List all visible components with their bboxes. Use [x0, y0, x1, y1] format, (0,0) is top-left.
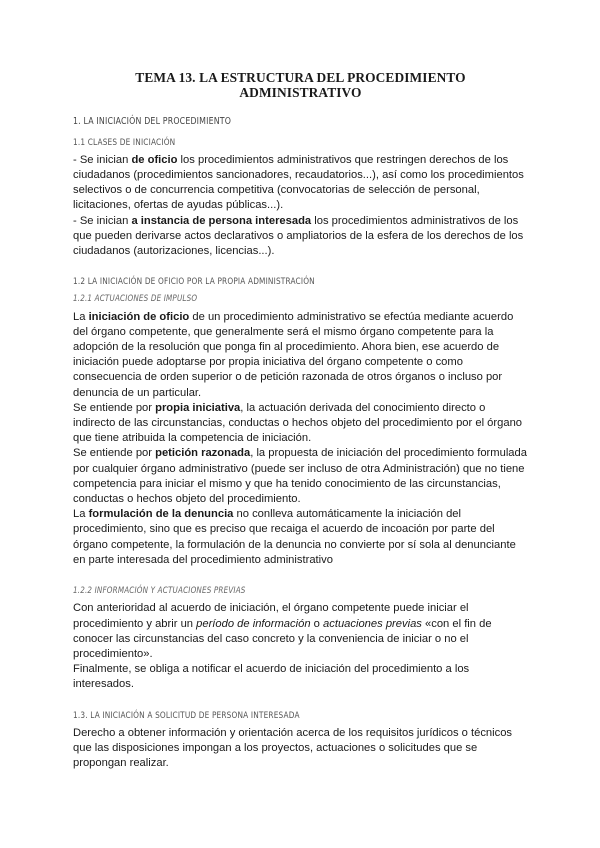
subsection-heading-1-2-1: 1.2.1 ACTUACIONES DE IMPULSO [73, 294, 198, 305]
paragraph-oficio: - Se inician de oficio los procedimientos administrativos que restringen derechos de los ciudadanos (procedimientos sancionadores, recaudatorios...), así como los procedimientos selectivos o de concurrencia competitiva (convocatorias de selección de personal, licitaciones, ofertas de ayudas públicas...). [73, 153, 524, 212]
paragraph-iniciacion-oficio: La iniciación de oficio de un procedimiento administrativo se efectúa mediante acuerdo del órgano competente, que generalmente será el mismo órgano competente para la adopción de la resolución que ponga fin al procedimiento. Ahora bien, ese acuerdo de iniciación puede adoptarse por propia iniciativa del órgano competente o como consecuencia de orden superior o de petición razonada de otros órganos o incluso por denuncia de un particular. [73, 310, 514, 399]
paragraph-denuncia: La formulación de la denuncia no conlleva automáticamente la iniciación del procedimiento, sino que es preciso que recaiga el acuerdo de incoación por parte del órgano competente, la formulación de la denuncia no convierte por sí sola al denunciante en parte interesada del procedimiento administrativo [73, 508, 516, 566]
paragraph-solicitud: Derecho a obtener información y orientación acerca de los requisitos jurídicos o técnicos que las disposiciones impongan a los proyectos, actuaciones o solicitudes que se propongan realizar. [73, 726, 513, 770]
subsection-heading-1-2: 1.2 LA INICIACIÓN DE OFICIO POR LA PROPIA ADMINISTRACIÓN [73, 277, 315, 288]
subsection-heading-1-3: 1.3. LA INICIACIÓN A SOLICITUD DE PERSONA INTERESADA [73, 710, 300, 721]
document-title: TEMA 13. LA ESTRUCTURA DEL PROCEDIMIENTO ADMINISTRATIVO [135, 70, 466, 101]
paragraph-instancia: - Se inician a instancia de persona interesada los procedimientos administrativos de los que pueden derivarse actos declarativos o ampliatorios de la esfera de los derechos de los ciudadanos (autorizaciones, licencias...). [73, 214, 524, 258]
paragraph-notificacion: Finalmente, se obliga a notificar el acuerdo de iniciación del procedimiento a los interesados. [73, 663, 470, 691]
paragraph-peticion-razonada: Se entiende por petición razonada, la propuesta de iniciación del procedimiento formulada por cualquier órgano administrativo (puede ser incluso de otra Administración) que no tiene competencia para iniciar el mismo y que ha tenido conocimiento de las circunstancias, conductas o hechos objeto del procedimiento. [73, 447, 527, 506]
section-heading-1: 1. LA INICIACIÓN DEL PROCEDIMIENTO [73, 116, 232, 128]
paragraph-propia-iniciativa: Se entiende por propia iniciativa, la actuación derivada del conocimiento directo o indirecto de las circunstancias, conductas o hechos objeto del procedimiento por el órgano que tiene atribuida la competencia de iniciación. [73, 401, 523, 445]
subsection-heading-1-1: 1.1 CLASES DE INICIACIÓN [73, 137, 176, 148]
paragraph-informacion-previa: Con anterioridad al acuerdo de iniciación, el órgano competente puede iniciar el procedimiento y abrir un período de información o actuaciones previas «con el fin de conocer las circunstancias del caso concreto y la conveniencia de iniciar o no el procedimiento». [73, 602, 492, 660]
subsection-heading-1-2-2: 1.2.2 INFORMACIÓN Y ACTUACIONES PREVIAS [73, 586, 246, 597]
